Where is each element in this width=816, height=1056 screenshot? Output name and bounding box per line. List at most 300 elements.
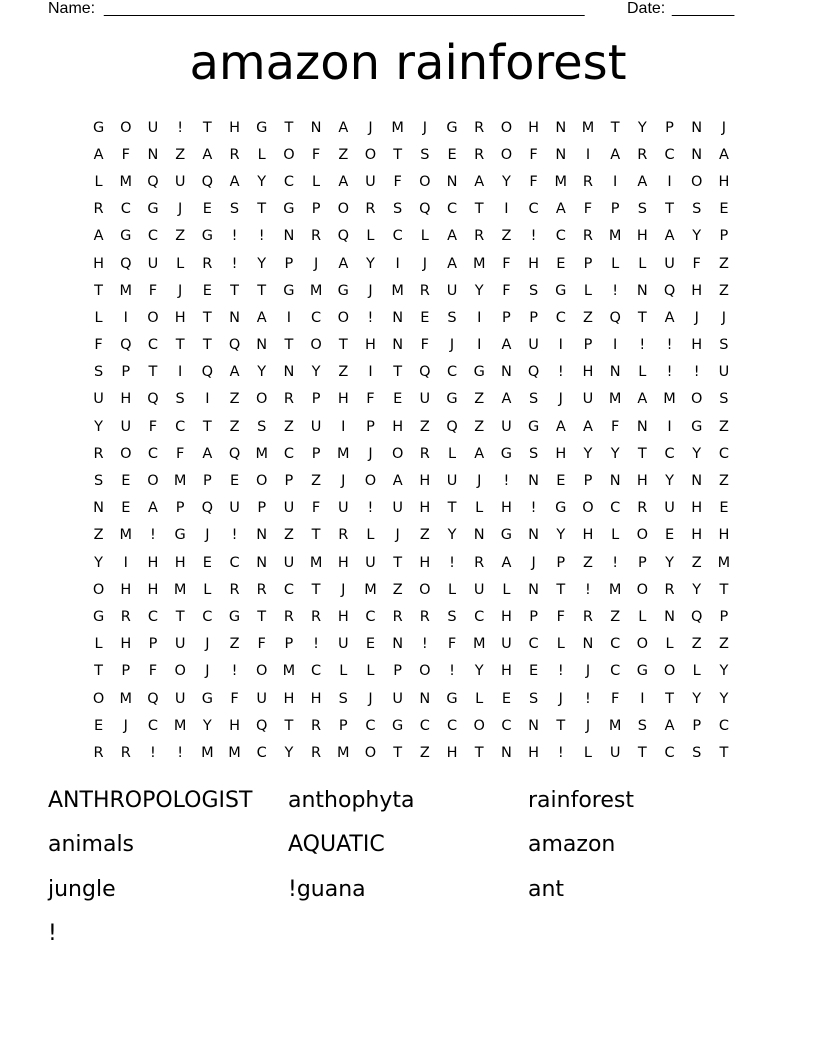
grid-cell: Y	[501, 173, 511, 190]
grid-cell: J	[449, 337, 455, 354]
grid-cell: Z	[691, 554, 702, 571]
grid-cell: Y	[311, 364, 321, 381]
grid-cell: A	[501, 337, 512, 354]
grid-cell: A	[555, 418, 566, 435]
grid-cell: Y	[474, 663, 484, 680]
grid-cell: N	[229, 309, 240, 326]
grid-cell: M	[201, 744, 214, 761]
grid-cell: G	[555, 282, 567, 299]
grid-cell: A	[501, 554, 512, 571]
grid-cell: I	[477, 337, 482, 354]
grid-cell: T	[284, 337, 294, 354]
word-list-item: jungle	[48, 876, 116, 902]
grid-cell: Y	[692, 445, 702, 462]
grid-cell: !	[313, 636, 319, 653]
grid-cell: S	[528, 282, 539, 299]
grid-cell: Q	[446, 418, 458, 435]
grid-cell: J	[205, 527, 210, 544]
grid-cell: G	[446, 690, 458, 707]
grid-cell: U	[664, 255, 675, 272]
grid-cell: H	[93, 255, 105, 272]
date-line: _______	[672, 0, 735, 17]
grid-cell: Y	[257, 173, 267, 190]
grid-cell: A	[637, 391, 648, 408]
grid-cell: F	[148, 282, 158, 299]
grid-cell: L	[176, 255, 185, 272]
grid-cell: C	[610, 500, 621, 517]
grid-cell: N	[555, 119, 567, 136]
grid-cell: I	[205, 391, 210, 408]
grid-cell: U	[174, 636, 186, 653]
grid-cell: T	[94, 663, 104, 680]
grid-cell: N	[283, 364, 295, 381]
grid-cell: !	[449, 663, 455, 680]
grid-cell: C	[202, 608, 213, 625]
grid-cell: O	[391, 445, 404, 462]
grid-cell: L	[665, 636, 674, 653]
grid-cell: Y	[610, 445, 620, 462]
grid-cell: L	[475, 500, 484, 517]
grid-cell: M	[391, 282, 404, 299]
grid-cell: C	[528, 201, 539, 218]
grid-cell: R	[365, 201, 376, 218]
grid-cell: L	[638, 608, 647, 625]
grid-cell: C	[147, 445, 159, 462]
grid-cell: A	[447, 228, 457, 245]
grid-cell: F	[556, 608, 565, 625]
grid-cell: H	[500, 500, 512, 517]
grid-cell: J	[422, 255, 427, 272]
grid-cell: Y	[257, 364, 267, 381]
grid-cell: U	[337, 500, 349, 517]
grid-cell: !	[666, 337, 673, 354]
grid-cell: N	[609, 473, 621, 490]
grid-cell: O	[310, 337, 322, 354]
grid-cell: O	[147, 473, 159, 490]
grid-cell: O	[636, 636, 649, 653]
grid-cell: A	[338, 119, 349, 136]
grid-cell: M	[608, 717, 622, 734]
grid-cell: J	[395, 527, 400, 544]
grid-cell: A	[202, 146, 213, 163]
grid-cell: T	[230, 282, 239, 299]
grid-cell: U	[174, 173, 186, 190]
grid-cell: H	[528, 744, 540, 761]
grid-cell: Q	[691, 608, 703, 625]
grid-cell: I	[178, 364, 183, 381]
grid-cell: T	[610, 119, 620, 136]
grid-cell: Q	[120, 337, 132, 354]
grid-cell: P	[338, 717, 348, 734]
grid-cell: Y	[692, 690, 702, 707]
grid-cell: R	[311, 228, 322, 245]
grid-cell: M	[119, 527, 133, 544]
grid-cell: Y	[583, 445, 593, 462]
grid-cell: I	[667, 173, 672, 190]
grid-cell: F	[311, 500, 321, 517]
grid-cell: E	[420, 309, 430, 326]
grid-cell: Z	[419, 418, 430, 435]
grid-cell: S	[93, 364, 104, 381]
grid-cell: T	[474, 744, 484, 761]
grid-cell: O	[500, 146, 513, 163]
grid-cell: I	[368, 364, 373, 381]
grid-cell: O	[92, 690, 105, 707]
grid-cell: L	[366, 527, 375, 544]
grid-cell: E	[94, 717, 104, 734]
name-label: Name:	[48, 0, 96, 17]
grid-cell: S	[637, 717, 647, 734]
grid-cell: T	[393, 146, 403, 163]
grid-cell: H	[718, 527, 730, 544]
grid-cell: F	[121, 146, 130, 163]
grid-cell: J	[558, 391, 563, 408]
grid-cell: H	[691, 282, 703, 299]
grid-cell: G	[527, 418, 540, 435]
grid-cell: G	[636, 663, 648, 680]
grid-cell: R	[120, 744, 131, 761]
grid-cell: P	[311, 391, 321, 408]
grid-cell: C	[147, 608, 159, 625]
grid-cell: A	[93, 146, 104, 163]
grid-cell: L	[583, 282, 593, 299]
grid-cell: N	[636, 418, 648, 435]
grid-cell: N	[392, 636, 404, 653]
grid-cell: F	[230, 690, 239, 707]
grid-cell: I	[558, 337, 563, 354]
grid-cell: O	[364, 744, 377, 761]
grid-cell: H	[337, 554, 349, 571]
grid-cell: U	[446, 282, 458, 299]
grid-cell: H	[500, 608, 512, 625]
grid-cell: !	[693, 364, 700, 381]
grid-cell: R	[229, 146, 240, 163]
grid-cell: Y	[556, 527, 566, 544]
grid-cell: Z	[229, 636, 240, 653]
grid-cell: A	[148, 500, 158, 517]
grid-cell: C	[446, 201, 458, 218]
grid-cell: J	[178, 282, 183, 299]
grid-cell: F	[94, 337, 103, 354]
grid-cell: J	[368, 445, 373, 462]
grid-cell: T	[175, 337, 185, 354]
grid-cell: A	[637, 173, 648, 190]
grid-cell: H	[636, 228, 648, 245]
grid-cell: G	[174, 527, 186, 544]
grid-cell: S	[528, 690, 539, 707]
grid-cell: U	[528, 337, 539, 354]
grid-cell: M	[581, 119, 595, 136]
grid-cell: J	[341, 473, 346, 490]
grid-cell: C	[147, 228, 159, 245]
grid-cell: H	[283, 690, 295, 707]
grid-cell: G	[691, 418, 703, 435]
grid-cell: Y	[474, 282, 484, 299]
grid-cell: Q	[147, 173, 159, 190]
word-list-item: anthophyta	[288, 787, 415, 813]
grid-cell: E	[202, 282, 212, 299]
grid-cell: !	[585, 581, 591, 598]
grid-cell: Z	[501, 228, 512, 245]
grid-cell: T	[311, 527, 321, 544]
grid-cell: P	[121, 663, 131, 680]
grid-cell: H	[337, 608, 349, 625]
grid-cell: H	[419, 554, 431, 571]
grid-cell: !	[231, 228, 238, 245]
date-label: Date:	[627, 0, 666, 17]
grid-cell: O	[364, 473, 377, 490]
grid-cell: C	[311, 309, 322, 326]
grid-cell: J	[205, 636, 210, 653]
grid-cell: U	[120, 418, 132, 435]
grid-cell: Z	[283, 527, 294, 544]
grid-cell: R	[419, 445, 430, 462]
grid-cell: T	[284, 119, 294, 136]
grid-cell: P	[529, 309, 538, 326]
grid-cell: N	[473, 527, 485, 544]
grid-cell: C	[147, 717, 159, 734]
grid-cell: F	[610, 418, 620, 435]
grid-cell: O	[419, 663, 431, 680]
grid-cell: O	[256, 473, 268, 490]
grid-cell: M	[608, 391, 622, 408]
grid-cell: P	[719, 608, 729, 625]
grid-cell: Q	[201, 173, 214, 190]
grid-cell: A	[583, 418, 593, 435]
grid-cell: F	[502, 282, 511, 299]
grid-cell: N	[500, 744, 512, 761]
grid-cell: A	[256, 309, 267, 326]
grid-cell: G	[201, 228, 213, 245]
grid-cell: Z	[338, 364, 349, 381]
grid-cell: L	[611, 255, 620, 272]
grid-cell: C	[365, 717, 376, 734]
grid-cell: !	[231, 255, 238, 272]
grid-cell: M	[391, 119, 404, 136]
grid-cell: C	[365, 608, 376, 625]
grid-cell: C	[229, 554, 240, 571]
grid-cell: P	[175, 500, 185, 517]
grid-cell: M	[337, 744, 350, 761]
grid-cell: Q	[147, 690, 159, 707]
grid-cell: M	[255, 445, 268, 462]
grid-cell: E	[556, 255, 566, 272]
grid-cell: R	[256, 581, 267, 598]
grid-cell: H	[147, 581, 159, 598]
grid-cell: L	[502, 581, 511, 598]
grid-cell: U	[174, 690, 186, 707]
grid-cell: H	[528, 255, 540, 272]
grid-cell: H	[718, 173, 730, 190]
grid-cell: !	[503, 473, 510, 490]
grid-cell: P	[257, 500, 267, 517]
grid-cell: I	[613, 337, 618, 354]
grid-cell: R	[419, 608, 430, 625]
grid-cell: O	[691, 391, 703, 408]
grid-cell: H	[174, 554, 186, 571]
grid-cell: J	[721, 119, 727, 136]
grid-cell: F	[420, 337, 430, 354]
grid-cell: Z	[718, 418, 729, 435]
grid-cell: P	[202, 473, 212, 490]
grid-cell: Z	[474, 418, 485, 435]
grid-cell: Z	[93, 527, 104, 544]
grid-cell: T	[665, 690, 674, 707]
grid-cell: U	[147, 119, 159, 136]
grid-cell: R	[474, 554, 485, 571]
grid-cell: !	[449, 554, 455, 571]
grid-cell: A	[392, 473, 403, 490]
grid-cell: I	[123, 554, 128, 571]
grid-cell: R	[93, 201, 104, 218]
grid-cell: C	[175, 418, 186, 435]
grid-cell: A	[610, 146, 621, 163]
grid-cell: R	[93, 744, 104, 761]
grid-cell: O	[500, 119, 513, 136]
grid-cell: !	[557, 744, 564, 761]
grid-cell: C	[392, 228, 403, 245]
grid-cell: U	[392, 690, 403, 707]
grid-cell: H	[310, 690, 322, 707]
grid-cell: I	[395, 255, 400, 272]
grid-cell: H	[691, 527, 703, 544]
grid-cell: J	[477, 473, 482, 490]
grid-cell: !	[150, 527, 156, 544]
grid-cell: S	[175, 391, 185, 408]
grid-cell: S	[528, 391, 539, 408]
grid-cell: P	[502, 309, 511, 326]
grid-cell: C	[555, 309, 566, 326]
grid-cell: P	[719, 228, 729, 245]
grid-cell: O	[120, 445, 132, 462]
grid-cell: Y	[202, 717, 212, 734]
grid-cell: G	[92, 119, 105, 136]
grid-cell: T	[719, 744, 729, 761]
grid-cell: L	[203, 581, 212, 598]
grid-cell: R	[283, 608, 294, 625]
grid-cell: T	[257, 282, 267, 299]
grid-cell: Z	[419, 527, 430, 544]
grid-cell: R	[311, 717, 322, 734]
grid-cell: P	[583, 473, 593, 490]
grid-cell: M	[173, 581, 187, 598]
grid-cell: !	[557, 364, 564, 381]
grid-cell: C	[283, 445, 294, 462]
grid-cell: J	[123, 717, 128, 734]
grid-cell: G	[337, 282, 349, 299]
grid-cell: A	[202, 445, 213, 462]
grid-cell: R	[637, 146, 648, 163]
grid-cell: Z	[718, 282, 729, 299]
grid-cell: O	[636, 581, 649, 598]
grid-cell: U	[473, 581, 485, 598]
grid-cell: Q	[527, 364, 540, 381]
grid-cell: C	[610, 636, 621, 653]
grid-cell: T	[393, 554, 403, 571]
grid-cell: C	[501, 717, 512, 734]
grid-cell: S	[447, 608, 457, 625]
grid-cell: M	[608, 228, 622, 245]
grid-cell: G	[392, 717, 404, 734]
grid-cell: F	[366, 391, 375, 408]
grid-cell: Q	[256, 717, 268, 734]
grid-cell: M	[717, 554, 731, 571]
grid-cell: U	[501, 418, 512, 435]
grid-cell: N	[310, 119, 322, 136]
grid-cell: I	[613, 173, 618, 190]
grid-cell: L	[611, 527, 620, 544]
grid-cell: J	[585, 663, 591, 680]
header	[48, 0, 748, 20]
grid-cell: T	[202, 119, 212, 136]
grid-cell: T	[447, 500, 457, 517]
grid-cell: G	[201, 690, 213, 707]
grid-cell: U	[337, 636, 349, 653]
grid-cell: P	[583, 337, 593, 354]
grid-cell: E	[447, 146, 457, 163]
grid-cell: T	[637, 744, 647, 761]
grid-cell: P	[692, 717, 702, 734]
grid-cell: A	[338, 255, 349, 272]
grid-cell: S	[637, 201, 647, 218]
grid-cell: !	[231, 663, 238, 680]
word-list-item: !	[48, 921, 57, 947]
grid-cell: L	[366, 228, 375, 245]
grid-cell: L	[556, 636, 565, 653]
grid-cell: U	[446, 473, 458, 490]
grid-cell: N	[500, 364, 512, 381]
grid-cell: U	[582, 391, 594, 408]
grid-cell: F	[529, 146, 538, 163]
grid-cell: Q	[337, 228, 349, 245]
grid-cell: H	[582, 527, 594, 544]
grid-cell: Z	[583, 309, 593, 326]
grid-cell: U	[93, 391, 104, 408]
grid-cell: S	[393, 201, 403, 218]
grid-cell: Z	[311, 473, 322, 490]
grid-cell: O	[337, 309, 349, 326]
grid-cell: S	[420, 146, 430, 163]
grid-cell: L	[638, 255, 647, 272]
grid-cell: N	[256, 527, 268, 544]
grid-cell: Q	[201, 364, 214, 381]
grid-cell: J	[585, 717, 591, 734]
grid-cell: Y	[257, 255, 267, 272]
grid-cell: H	[147, 554, 159, 571]
grid-cell: F	[393, 173, 402, 190]
grid-cell: L	[447, 445, 457, 462]
grid-cell: R	[229, 581, 240, 598]
grid-cell: H	[120, 581, 132, 598]
grid-cell: S	[719, 337, 729, 354]
grid-cell: T	[665, 201, 674, 218]
grid-cell: T	[637, 309, 647, 326]
grid-cell: T	[202, 337, 212, 354]
grid-cell: Z	[283, 418, 294, 435]
grid-cell: M	[472, 255, 486, 272]
grid-cell: A	[93, 228, 104, 245]
grid-cell: I	[504, 201, 509, 218]
grid-cell: T	[202, 418, 212, 435]
grid-cell: C	[664, 744, 675, 761]
grid-cell: !	[367, 500, 374, 517]
word-list-item: animals	[48, 832, 135, 858]
grid-cell: F	[583, 201, 593, 218]
grid-cell: E	[556, 473, 566, 490]
word-list-item: !guana	[288, 876, 366, 902]
grid-cell: C	[718, 445, 729, 462]
grid-cell: Y	[692, 228, 702, 245]
